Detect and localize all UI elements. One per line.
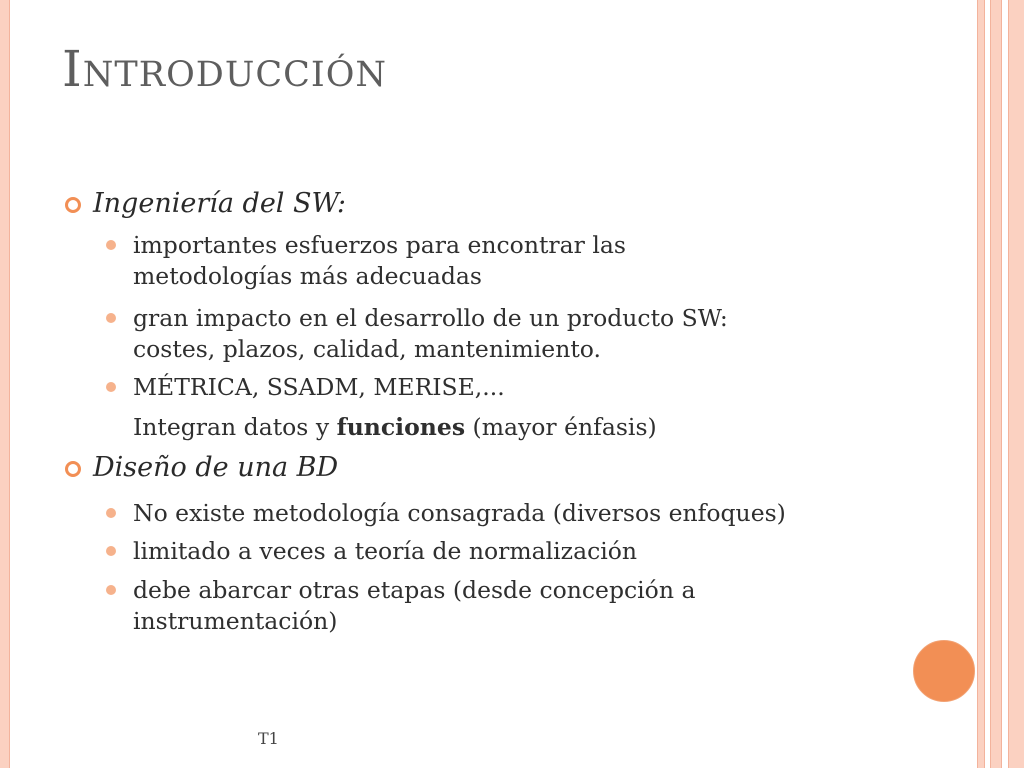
section-heading-text: Ingeniería del SW:: [93, 188, 347, 219]
list-item-line: No existe metodología consagrada (diversos enfoques): [133, 499, 786, 527]
continuation-text-part: (mayor énfasis): [465, 413, 657, 441]
continuation-text-part: Integran datos y: [133, 413, 337, 441]
dot-bullet-icon: [106, 313, 116, 323]
list-item-line: debe abarcar otras etapas (desde concepción a: [133, 576, 696, 604]
list-item-line: gran impacto en el desarrollo de un producto SW:: [133, 304, 728, 332]
dot-bullet-icon: [106, 382, 116, 392]
decorative-circle: [913, 640, 975, 702]
list-item-line: metodologías más adecuadas: [133, 262, 482, 290]
right-decorative-stripe: [1008, 0, 1024, 768]
dot-bullet-icon: [106, 240, 116, 250]
dot-bullet-icon: [106, 585, 116, 595]
ring-bullet-icon: [65, 461, 81, 477]
list-item-line: instrumentación): [133, 607, 338, 635]
emphasis-text: funciones: [336, 413, 466, 441]
ring-bullet-icon: [65, 197, 81, 213]
right-decorative-stripe: [990, 0, 1002, 768]
list-item: [133, 230, 626, 292]
right-decorative-stripe: [977, 0, 985, 768]
slide-footer: T1: [258, 729, 279, 748]
dot-bullet-icon: [106, 508, 116, 518]
continuation-text: [133, 412, 657, 443]
section-heading: [93, 188, 346, 219]
list-item-line: limitado a veces a teoría de normalización: [133, 537, 638, 565]
left-decorative-stripe: [0, 0, 10, 768]
dot-bullet-icon: [106, 546, 116, 556]
list-item: [133, 372, 505, 403]
list-item-line: costes, plazos, calidad, mantenimiento.: [133, 335, 601, 363]
section-heading: [93, 452, 338, 483]
list-item: [133, 498, 786, 529]
list-item: [133, 575, 695, 637]
section-heading-text: Diseño de una BD: [93, 452, 339, 483]
list-item-line: MÉTRICA, SSADM, MERISE,...: [133, 373, 505, 401]
list-item: [133, 536, 637, 567]
list-item-line: importantes esfuerzos para encontrar las: [133, 231, 626, 259]
list-item: [133, 303, 728, 365]
slide-title: Introducción: [62, 40, 388, 98]
